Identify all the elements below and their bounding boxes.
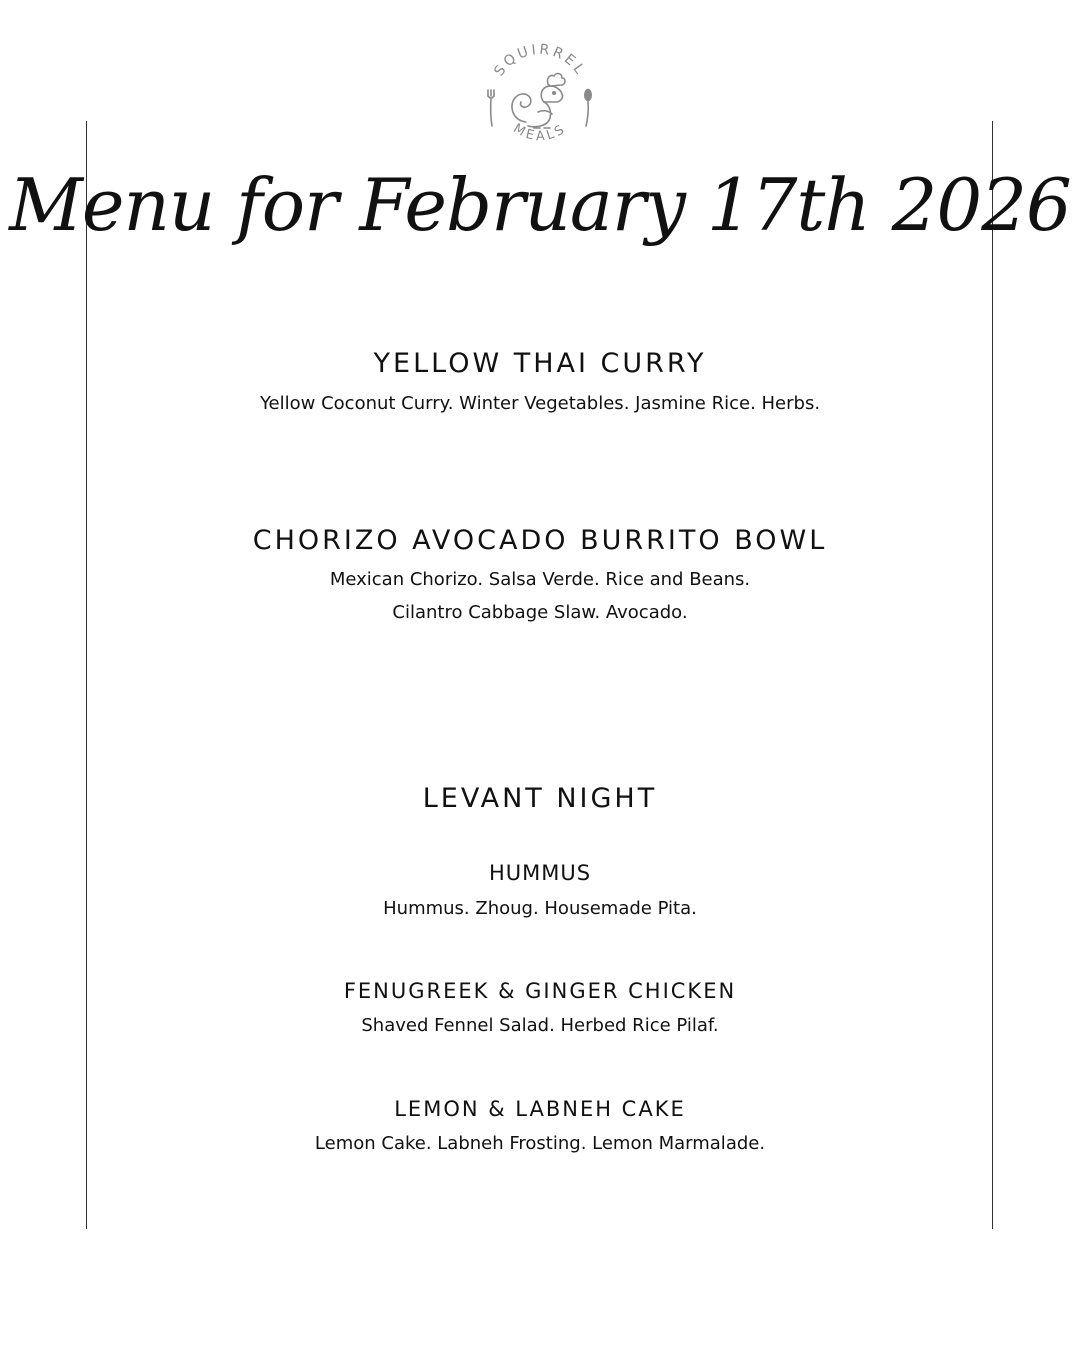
item-description: Lemon Cake. Labneh Frosting. Lemon Marmalade. <box>314 1133 766 1154</box>
item-title-lemon-labneh-cake: LEMON & LABNEH CAKE <box>394 1097 686 1121</box>
fork-icon <box>488 90 494 126</box>
dish-title-yellow-thai-curry: YELLOW THAI CURRY <box>373 348 707 379</box>
svg-text:MEALS <box>511 121 570 144</box>
frame-line-right <box>992 121 993 1229</box>
logo-top-text: SQUIRREL <box>491 41 589 80</box>
svg-text:SQUIRREL <box>491 42 588 80</box>
logo-bottom-text: MEALS <box>510 121 570 145</box>
frame-line-left <box>86 121 87 1229</box>
dish-title-chorizo-avocado-burrito-bowl: CHORIZO AVOCADO BURRITO BOWL <box>252 525 828 556</box>
item-title-fenugreek-ginger-chicken: FENUGREEK & GINGER CHICKEN <box>343 979 737 1003</box>
section-title-levant-night: LEVANT NIGHT <box>422 783 658 814</box>
dish-description: Cilantro Cabbage Slaw. Avocado. <box>392 602 688 623</box>
squirrel-chef-icon <box>512 74 565 128</box>
item-description: Shaved Fennel Salad. Herbed Rice Pilaf. <box>361 1015 719 1036</box>
spoon-icon <box>585 90 591 127</box>
dish-description: Mexican Chorizo. Salsa Verde. Rice and Beans. <box>329 569 751 590</box>
item-description: Hummus. Zhoug. Housemade Pita. <box>383 898 697 919</box>
dish-description: Yellow Coconut Curry. Winter Vegetables. Jasmine Rice. Herbs. <box>259 393 821 414</box>
squirrel-meals-logo <box>478 36 602 160</box>
item-title-hummus: HUMMUS <box>488 861 592 885</box>
menu-title: Menu for February 17th 2026 <box>9 163 1071 247</box>
